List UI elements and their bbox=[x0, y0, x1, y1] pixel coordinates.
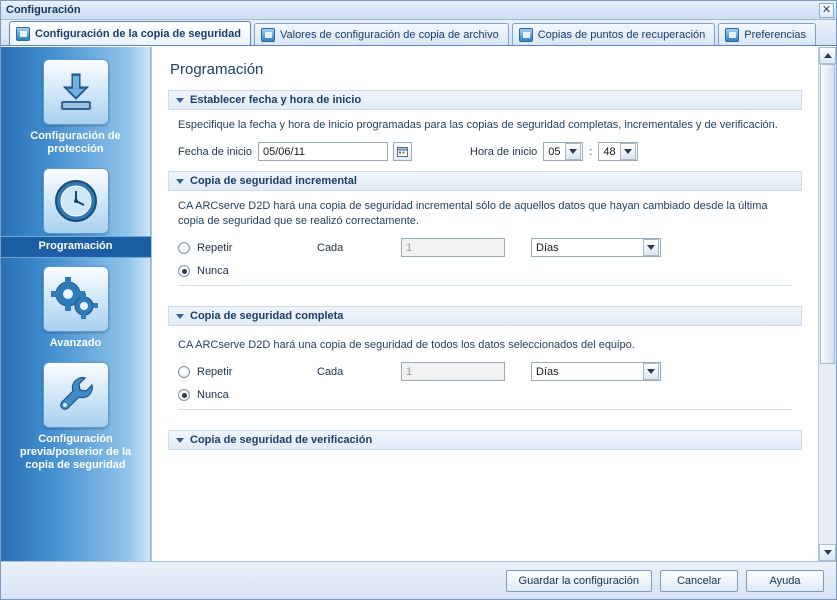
divider bbox=[178, 285, 792, 286]
start-time-label: Hora de inicio bbox=[470, 145, 538, 158]
gears-icon bbox=[43, 266, 109, 332]
incremental-repeat-row bbox=[178, 238, 796, 257]
sidebar-item-avanzado[interactable] bbox=[1, 262, 151, 358]
sidebar-item-label: Avanzado bbox=[49, 337, 102, 349]
section-title: Copia de seguridad de verificación bbox=[190, 434, 373, 446]
tab-label: Preferencias bbox=[744, 28, 807, 41]
dialog-footer bbox=[1, 561, 836, 599]
window-body bbox=[1, 46, 836, 561]
time-separator: : bbox=[589, 145, 593, 158]
full-unit-select[interactable] bbox=[531, 362, 661, 381]
section-description: CA ARCserve D2D hará una copia de seguridad incremental sólo de aquellos datos que hayan cambiado desde la última copia de seguridad que se realizó correctamente. bbox=[178, 200, 768, 227]
incremental-unit-value: Días bbox=[536, 241, 559, 254]
incremental-never-row bbox=[178, 265, 796, 277]
file-copy-icon bbox=[261, 28, 275, 42]
vertical-scrollbar[interactable] bbox=[818, 47, 836, 561]
scroll-up-button[interactable] bbox=[819, 47, 836, 64]
full-never-row bbox=[178, 389, 796, 401]
settings-scroll-area bbox=[152, 47, 818, 561]
chevron-down-icon[interactable] bbox=[643, 239, 659, 256]
full-repeat-row bbox=[178, 362, 796, 381]
clock-icon bbox=[43, 168, 109, 234]
section-description: CA ARCserve D2D hará una copia de seguridad de todos los datos seleccionados del equipo. bbox=[178, 339, 635, 351]
incremental-every-label: Cada bbox=[317, 241, 344, 254]
preferences-icon bbox=[725, 28, 739, 42]
start-date-label: Fecha de inicio bbox=[178, 145, 252, 158]
tab-label: Valores de configuración de copia de archivo bbox=[279, 28, 499, 41]
save-settings-button[interactable]: Guardar la configuración bbox=[506, 570, 652, 592]
full-repeat-radio[interactable] bbox=[178, 366, 190, 378]
sidebar-item-proteccion[interactable] bbox=[1, 55, 151, 164]
section-header-verification-backup[interactable] bbox=[168, 430, 802, 450]
start-hour-select[interactable] bbox=[543, 142, 583, 161]
page-title: Programación bbox=[170, 61, 264, 78]
section-body-start-datetime bbox=[168, 118, 802, 171]
section-title: Establecer fecha y hora de inicio bbox=[190, 94, 362, 106]
start-datetime-row bbox=[178, 142, 796, 161]
section-header-start-datetime[interactable] bbox=[168, 90, 802, 110]
chevron-down-icon[interactable] bbox=[620, 143, 636, 160]
incremental-never-label: Nunca bbox=[197, 265, 229, 277]
section-header-full-backup[interactable] bbox=[168, 306, 802, 326]
chevron-down-icon[interactable] bbox=[643, 363, 659, 380]
chevron-down-icon[interactable] bbox=[176, 179, 184, 184]
scroll-down-button[interactable] bbox=[819, 544, 836, 561]
chevron-down-icon[interactable] bbox=[176, 438, 184, 443]
close-icon[interactable]: ✕ bbox=[819, 3, 834, 18]
full-repeat-label: Repetir bbox=[197, 365, 233, 378]
window-title: Configuración bbox=[6, 4, 81, 16]
incremental-repeat-radio[interactable] bbox=[178, 242, 190, 254]
wrench-icon bbox=[43, 362, 109, 428]
tab-backup-settings[interactable] bbox=[9, 21, 251, 45]
start-minute-select[interactable] bbox=[598, 142, 638, 161]
tab-recovery-points[interactable] bbox=[512, 23, 716, 45]
divider bbox=[178, 409, 792, 410]
section-body-full-backup bbox=[168, 338, 802, 430]
chevron-down-icon[interactable] bbox=[176, 98, 184, 103]
section-title: Copia de seguridad completa bbox=[190, 310, 344, 322]
scrollbar-thumb[interactable] bbox=[820, 64, 835, 364]
tab-label: Configuración de la copia de seguridad bbox=[35, 27, 241, 40]
section-body-incremental-backup bbox=[168, 199, 802, 306]
scrollbar-track[interactable] bbox=[819, 64, 836, 544]
tab-strip bbox=[1, 20, 836, 46]
backup-settings-icon bbox=[16, 27, 30, 41]
incremental-never-radio[interactable] bbox=[178, 265, 190, 277]
incremental-unit-select[interactable] bbox=[531, 238, 661, 257]
start-date-input[interactable] bbox=[258, 142, 388, 161]
tab-label: Copias de puntos de recuperación bbox=[537, 28, 706, 41]
full-unit-value: Días bbox=[536, 365, 559, 378]
incremental-repeat-label: Repetir bbox=[197, 241, 233, 254]
sidebar bbox=[1, 47, 151, 561]
full-every-label: Cada bbox=[317, 365, 344, 378]
chevron-down-icon[interactable] bbox=[176, 314, 184, 319]
cancel-button[interactable]: Cancelar bbox=[660, 570, 738, 592]
start-minute-value: 48 bbox=[603, 145, 616, 158]
incremental-interval-input[interactable] bbox=[401, 238, 505, 257]
help-button[interactable]: Ayuda bbox=[746, 570, 824, 592]
start-hour-value: 05 bbox=[548, 145, 561, 158]
sidebar-item-label: Programación bbox=[1, 236, 151, 258]
tab-preferences[interactable] bbox=[718, 23, 816, 45]
chevron-down-icon[interactable] bbox=[565, 143, 581, 160]
section-description: Especifique la fecha y hora de inicio programadas para las copias de seguridad completas, incrementales y de verificación. bbox=[178, 119, 778, 131]
calendar-icon[interactable] bbox=[393, 142, 412, 161]
full-never-radio[interactable] bbox=[178, 389, 190, 401]
sidebar-item-pre-post-backup[interactable] bbox=[1, 358, 151, 480]
sidebar-item-programacion[interactable] bbox=[1, 164, 151, 262]
sidebar-item-label: Configuración previa/posterior de la copia de seguridad bbox=[19, 433, 132, 471]
sidebar-item-label: Configuración de protección bbox=[30, 130, 121, 155]
window-titlebar bbox=[1, 1, 836, 20]
protection-icon bbox=[43, 59, 109, 125]
full-never-label: Nunca bbox=[197, 389, 229, 401]
section-header-incremental-backup[interactable] bbox=[168, 171, 802, 191]
section-title: Copia de seguridad incremental bbox=[190, 175, 357, 187]
recovery-points-icon bbox=[519, 28, 533, 42]
full-interval-input[interactable] bbox=[401, 362, 505, 381]
tab-file-copy-settings[interactable] bbox=[254, 23, 509, 45]
content-pane bbox=[151, 47, 836, 561]
